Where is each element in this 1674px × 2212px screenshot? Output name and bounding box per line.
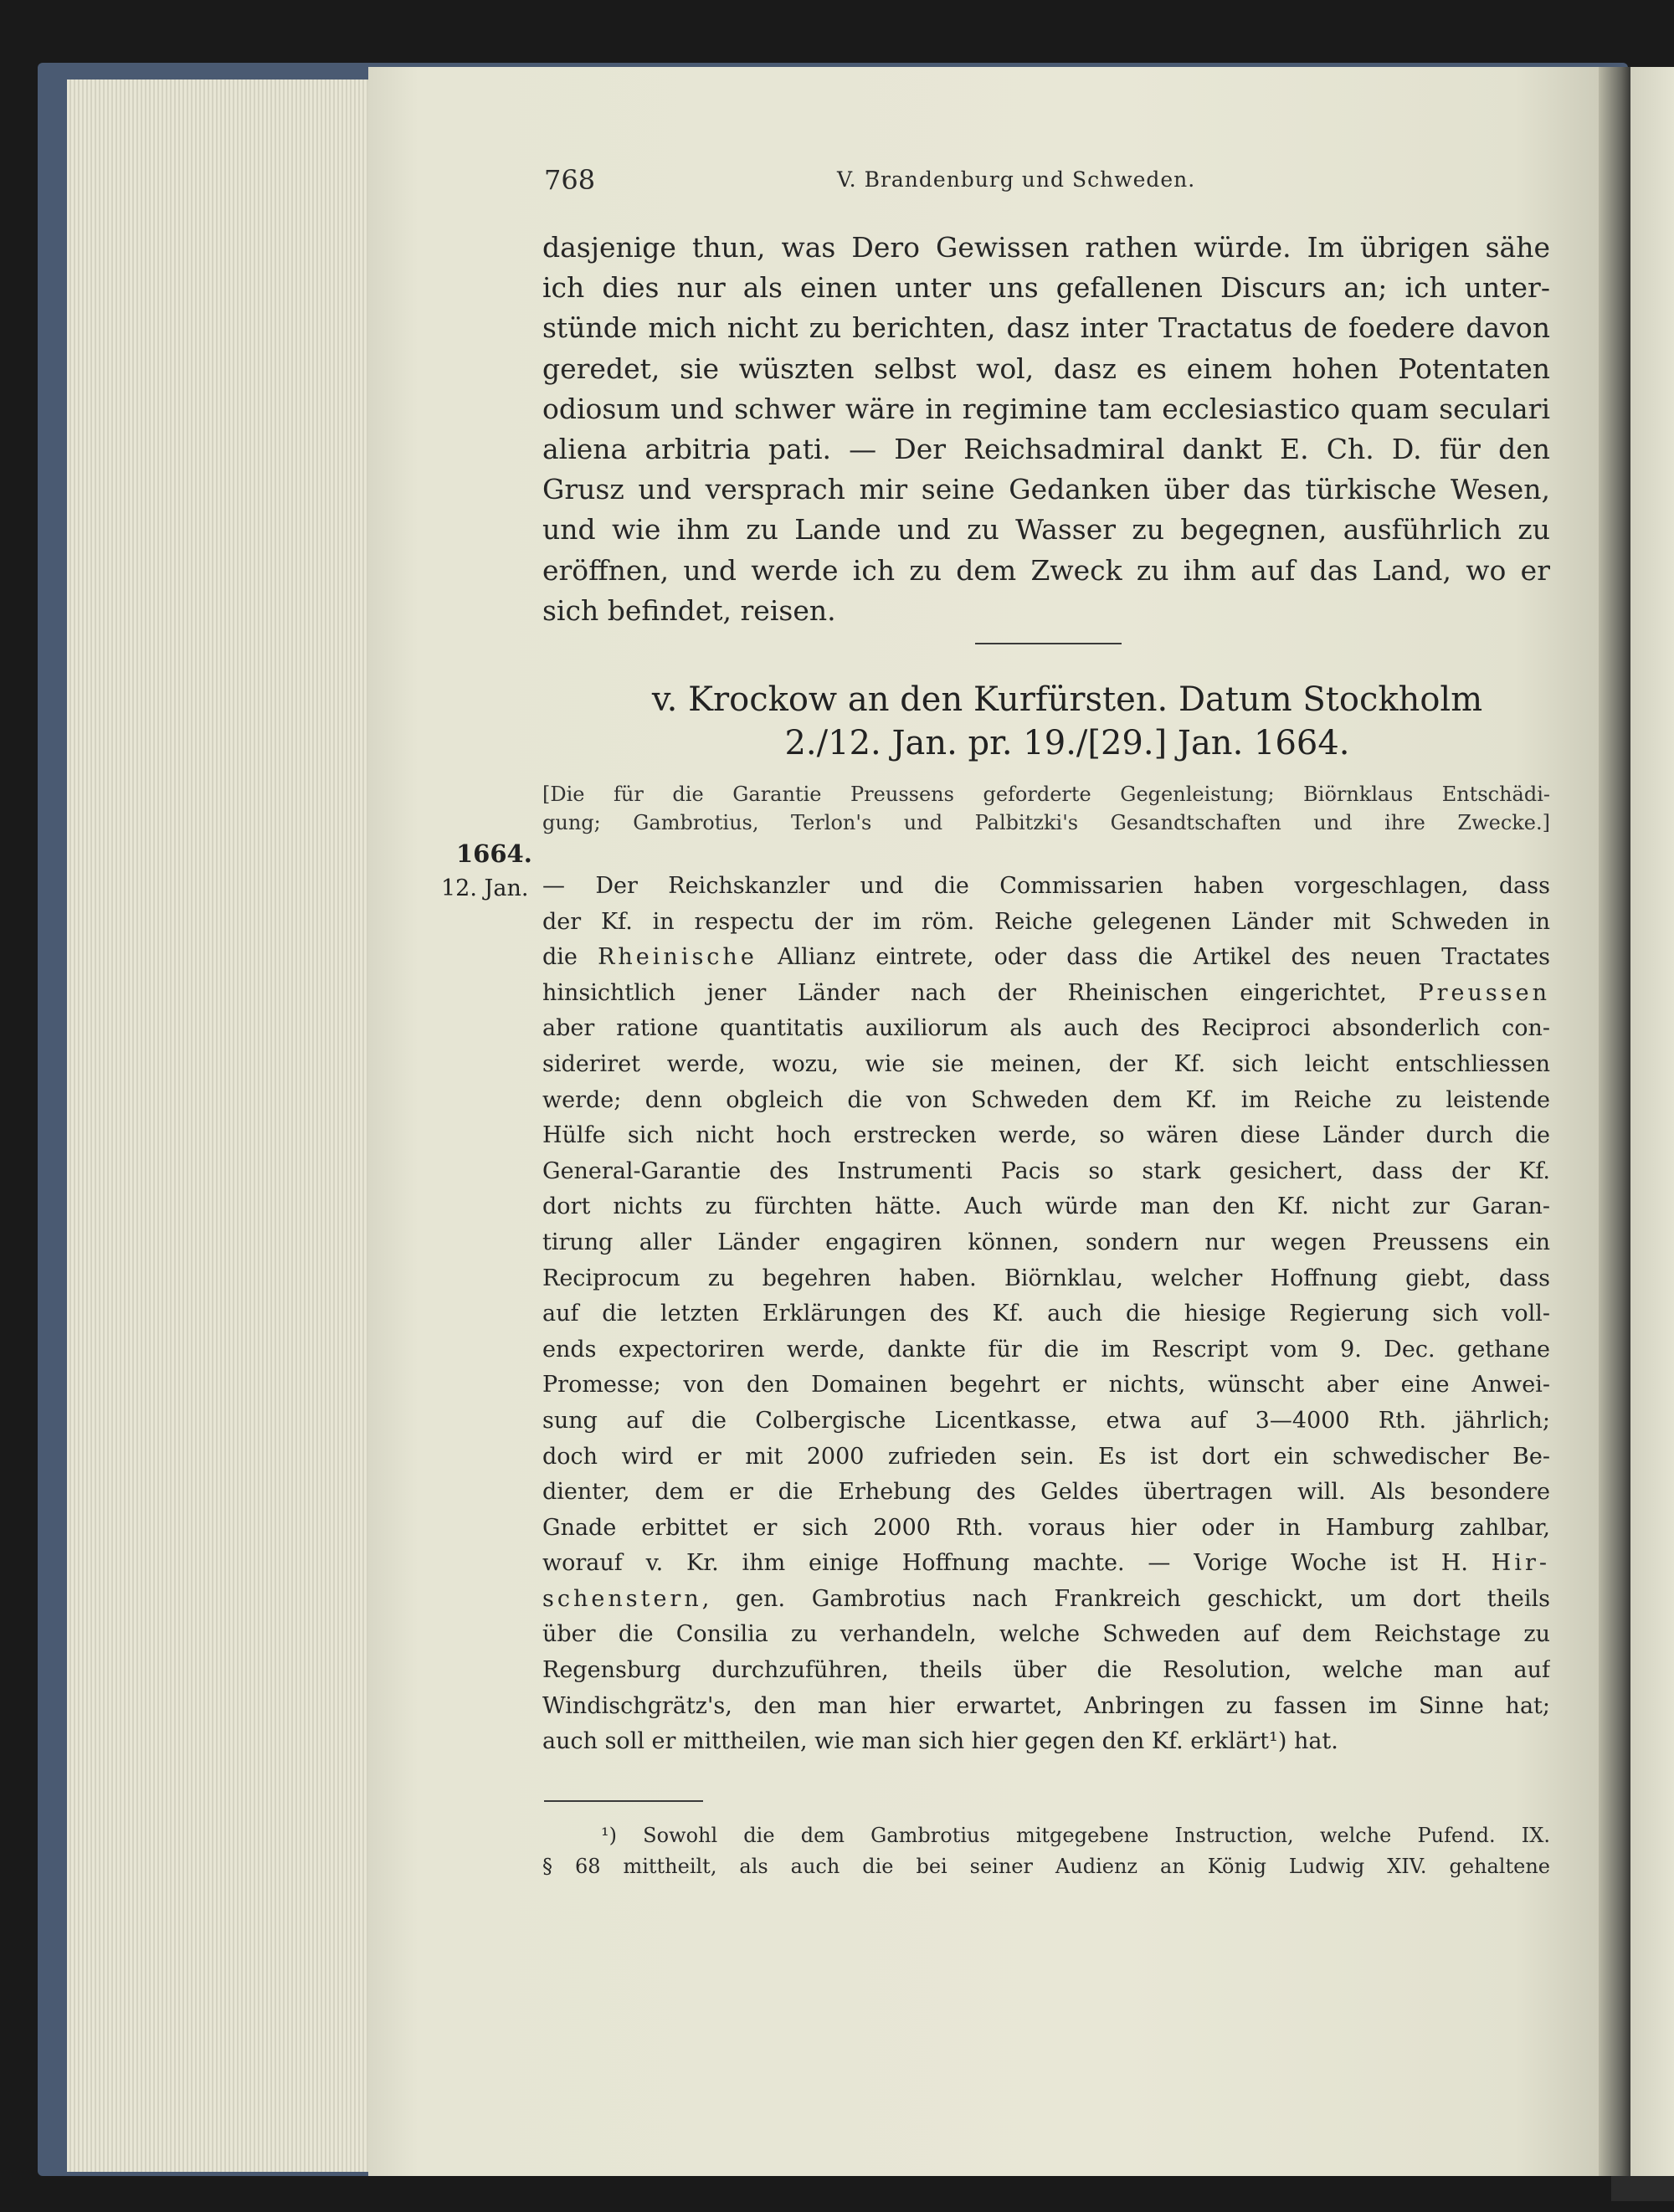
text-line: auch soll er mittheilen, wie man sich hier gegen den Kf. erklärt¹) hat. xyxy=(542,1728,1338,1755)
spaced-emphasis: Preussen xyxy=(1418,979,1550,1006)
running-head xyxy=(544,164,1548,198)
text-line: aliena arbitria pati. — Der Reichsadmiral dankt E. Ch. D. für den xyxy=(542,433,1550,466)
text-line: — Der Reichskanzler und die Commissarien haben vorgeschlagen, dass xyxy=(542,873,1550,899)
spaced-emphasis: schenstern xyxy=(542,1585,702,1612)
section-divider xyxy=(975,643,1122,644)
text-line xyxy=(542,1546,1550,1582)
text-line: dienter, dem er die Erhebung des Geldes übertragen will. Als besondere xyxy=(542,1479,1550,1506)
text-line: Regensburg durchzuführen, theils über die Resolution, welche man auf xyxy=(542,1657,1550,1684)
facing-page-edge xyxy=(1630,67,1674,2176)
text-fragment: Allianz eintrete, oder dass die Artikel des neuen Tractates xyxy=(757,944,1550,971)
footnote-line: ¹) Sowohl die dem Gambrotius mitgegebene Instruction, welche Pufend. IX. xyxy=(601,1824,1550,1847)
footnote-rule xyxy=(544,1800,703,1802)
text-line: Promesse; von den Domainen begehrt er nichts, wünscht aber eine Anwei- xyxy=(542,1372,1550,1399)
text-fragment: worauf v. Kr. ihm einige Hoffnung machte. — Vorige Woche ist H. xyxy=(542,1550,1492,1577)
text-line xyxy=(542,1582,1550,1618)
text-line: aber ratione quantitatis auxiliorum als auch des Reciproci absonderlich con- xyxy=(542,1015,1550,1042)
spaced-emphasis: Rheinische xyxy=(598,944,757,971)
text-fragment: , gen. Gambrotius nach Frankreich geschickt, um dort theils xyxy=(701,1585,1550,1612)
margin-date: 12. Jan. xyxy=(441,875,529,901)
text-line: Reciprocum zu begehren haben. Biörnklau, welcher Hoffnung giebt, dass xyxy=(542,1265,1550,1291)
text-line: odiosum und schwer wäre in regimine tam ecclesiastico quam seculari xyxy=(542,392,1550,425)
document-heading-line-1: v. Krockow an den Kurfürsten. Datum Stockholm xyxy=(651,680,1483,719)
text-line: über die Consilia zu verhandeln, welche Schweden auf dem Reichstage zu xyxy=(542,1621,1550,1648)
margin-year: 1664. xyxy=(456,839,532,868)
page-edges xyxy=(67,80,368,2172)
text-fragment: die xyxy=(542,944,598,971)
text-line xyxy=(542,976,1550,1012)
text-line: und wie ihm zu Lande und zu Wasser zu begegnen, ausführlich zu xyxy=(542,513,1550,547)
body-paragraph xyxy=(542,869,1550,1760)
text-line: werde; denn obgleich die von Schweden dem Kf. im Reiche zu leistende xyxy=(542,1086,1550,1113)
text-line: sideriret werde, wozu, wie sie meinen, der Kf. sich leicht entschliessen xyxy=(542,1050,1550,1077)
spaced-emphasis: Hir- xyxy=(1491,1550,1550,1577)
text-line: dasjenige thun, was Dero Gewissen rathen würde. Im übrigen sähe xyxy=(542,231,1550,264)
text-line: auf die letzten Erklärungen des Kf. auch die hiesige Regierung sich voll- xyxy=(542,1301,1550,1327)
text-line: General-Garantie des Instrumenti Pacis so stark gesichert, dass der Kf. xyxy=(542,1157,1550,1184)
text-line: sung auf die Colbergische Licentkasse, etwa auf 3—4000 Rth. jährlich; xyxy=(542,1407,1550,1434)
footnote xyxy=(542,1820,1550,1882)
text-line: ends expectoriren werde, dankte für die im Rescript vom 9. Dec. gethane xyxy=(542,1336,1550,1363)
text-line: doch wird er mit 2000 zufrieden sein. Es ist dort ein schwedischer Be- xyxy=(542,1443,1550,1470)
text-line: sich befindet, reisen. xyxy=(542,593,836,627)
book-gutter xyxy=(1599,67,1630,2176)
text-line: tirung aller Länder engagiren können, sondern nur wegen Preussens ein xyxy=(542,1229,1550,1255)
text-line: der Kf. in respectu der im röm. Reiche gelegenen Länder mit Schweden in xyxy=(542,908,1550,935)
summary-line: gung; Gambrotius, Terlon's und Palbitzki's Gesandtschaften und ihre Zwecke.] xyxy=(542,811,1550,834)
text-line: Grusz und versprach mir seine Gedanken über das türkische Wesen, xyxy=(542,473,1550,506)
text-line: ich dies nur als einen unter uns gefallenen Discurs an; ich unter- xyxy=(542,271,1550,305)
text-line: eröffnen, und werde ich zu dem Zweck zu ihm auf das Land, wo er xyxy=(542,553,1550,587)
document-summary xyxy=(542,780,1550,837)
document-heading-line-2: 2./12. Jan. pr. 19./[29.] Jan. 1664. xyxy=(784,724,1350,762)
text-line: stünde mich nicht zu berichten, dasz inter Tractatus de foedere davon xyxy=(542,311,1550,345)
running-head-title: V. Brandenburg und Schweden. xyxy=(837,167,1196,192)
summary-line: [Die für die Garantie Preussens geforderte Gegenleistung; Biörnklaus Entschädi- xyxy=(542,783,1550,806)
footnote-line: § 68 mittheilt, als auch die bei seiner Audienz an König Ludwig XIV. gehaltene xyxy=(542,1855,1550,1878)
text-line: Windischgrätz's, den man hier erwartet, Anbringen zu fassen im Sinne hat; xyxy=(542,1692,1550,1719)
text-fragment: hinsichtlich jener Länder nach der Rheinischen eingerichtet, xyxy=(542,979,1419,1006)
text-line: Gnade erbittet er sich 2000 Rth. voraus hier oder in Hamburg zahlbar, xyxy=(542,1514,1550,1541)
text-line: Hülfe sich nicht hoch erstrecken werde, so wären diese Länder durch die xyxy=(542,1122,1550,1149)
text-line: dort nichts zu fürchten hätte. Auch würde man den Kf. nicht zur Garan- xyxy=(542,1193,1550,1220)
text-line xyxy=(542,940,1550,976)
text-line: geredet, sie wüszten selbst wol, dasz es einem hohen Potentaten xyxy=(542,352,1550,385)
page-number: 768 xyxy=(544,164,596,196)
paragraph-continued xyxy=(542,228,1550,631)
